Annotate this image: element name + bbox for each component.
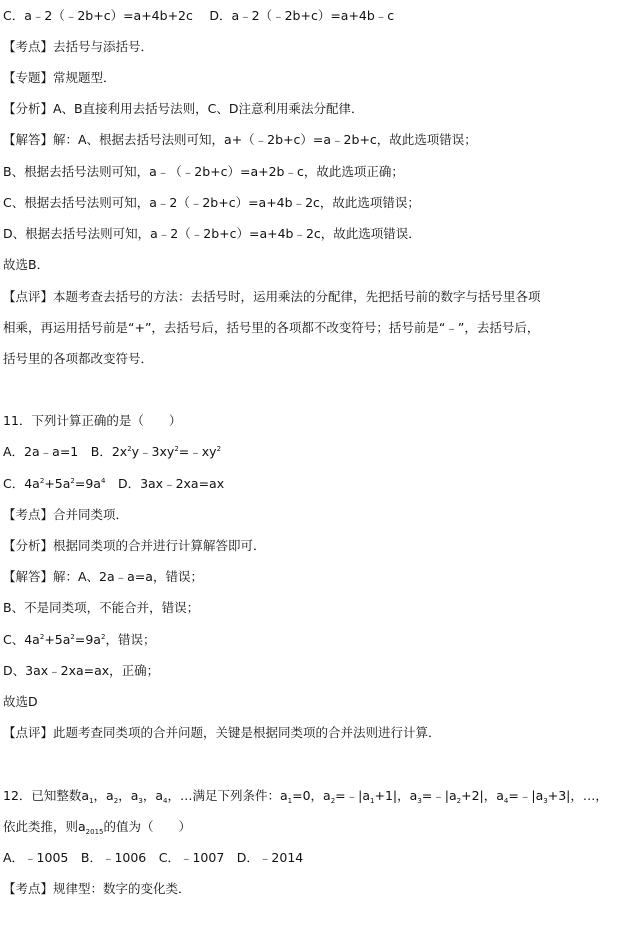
- q10-jieda: 【解答】解：A、根据去括号法则可知，a+（﹣2b+c）=a﹣2b+c，故此选项错误；: [3, 132, 477, 147]
- exponent: 2: [216, 445, 222, 453]
- q12-text: ，a: [93, 788, 114, 803]
- subscript: 1: [287, 797, 293, 805]
- q12-text: 的值为（ ）: [103, 819, 192, 834]
- q11-answer-c-part: =9a: [74, 632, 101, 647]
- q10-answer-b: B、根据去括号法则可知，a﹣（﹣2b+c）=a+2b﹣c，故此选项正确；: [3, 164, 404, 179]
- exponent: 2: [70, 633, 75, 641]
- q12-text: ，…满足下列条件：a: [167, 788, 288, 803]
- subscript: 1: [370, 797, 375, 805]
- q11-kaodian: 【考点】合并同类项．: [3, 507, 129, 522]
- q11-option-c-part: +5a: [44, 476, 71, 491]
- q10-answer-d: D、根据去括号法则可知，a﹣2（﹣2b+c）=a+4b﹣2c，故此选项错误．: [3, 226, 421, 241]
- q11-answer-c-part: +5a: [44, 632, 71, 647]
- q11-option-c-part: C．4a: [3, 476, 40, 491]
- q11-stem: 11．下列计算正确的是（ ）: [3, 413, 182, 428]
- q10-choice: 故选B．: [3, 257, 50, 272]
- q12-text: +3|，…，: [547, 788, 608, 803]
- q10-dianping-line2: 相乘，再运用括号前是“+”，去括号后，括号里的各项都不改变符号；括号前是“﹣”，去括号后，: [3, 320, 540, 335]
- q11-option-b-part: 2x: [111, 444, 128, 459]
- q11-option-d-text: D．3ax﹣2xa=ax: [105, 476, 225, 491]
- q11-answer-d: D、3ax﹣2xa=ax，正确；: [3, 663, 160, 678]
- q11-dianping: 【点评】此题考查同类项的合并问题，关键是根据同类项的合并法则进行计算．: [3, 725, 441, 740]
- q11-answer-c-part: C、4a: [3, 632, 40, 647]
- subscript: 2: [113, 797, 119, 805]
- exponent: 2: [127, 445, 132, 453]
- subscript: 2015: [85, 828, 104, 836]
- q12-stem-line1: [3, 788, 608, 804]
- exponent: 2: [39, 633, 45, 641]
- q12-text: 依此类推，则a: [3, 819, 86, 834]
- q11-answer-b: B、不是同类项，不能合并，错误；: [3, 600, 200, 615]
- q10-options-cd: C．a﹣2（﹣2b+c）=a+4b+2c D．a﹣2（﹣2b+c）=a+4b﹣c: [3, 8, 395, 23]
- q11-option-b-part: y﹣3xy: [131, 444, 175, 459]
- q11-jieda: 【解答】解：A、2a﹣a=a，错误；: [3, 569, 203, 584]
- q12-text: =0，a: [292, 788, 331, 803]
- q12-text: ，a: [118, 788, 139, 803]
- q11-fenxi: 【分析】根据同类项的合并进行计算解答即可．: [3, 538, 266, 553]
- exponent: 4: [100, 477, 106, 485]
- q11-option-c-part: =9a: [74, 476, 101, 491]
- q12-text: ，a: [142, 788, 163, 803]
- q11-answer-c-part: ，错误；: [105, 632, 156, 647]
- subscript: 3: [543, 797, 548, 805]
- q11-option-b-part: =﹣xy: [178, 444, 217, 459]
- subscript: 2: [456, 797, 462, 805]
- q11-options-ab: [3, 444, 221, 460]
- subscript: 3: [417, 797, 422, 805]
- subscript: 3: [138, 797, 143, 805]
- q11-answer-c: [3, 632, 155, 648]
- q12-kaodian: 【考点】规律型：数字的变化类．: [3, 881, 191, 896]
- q12-text: =﹣|a: [421, 788, 457, 803]
- exponent: 2: [174, 445, 179, 453]
- q12-stem-line2: [3, 819, 191, 835]
- q11-options-cd: [3, 476, 224, 492]
- q11-choice: 故选D: [3, 694, 38, 709]
- exponent: 2: [100, 633, 106, 641]
- q12-text: +1|，a: [374, 788, 418, 803]
- q10-answer-c: C、根据去括号法则可知，a﹣2（﹣2b+c）=a+4b﹣2c，故此选项错误；: [3, 195, 420, 210]
- subscript: 2: [330, 797, 336, 805]
- q10-dianping-line3: 括号里的各项都改变符号．: [3, 351, 154, 366]
- q11-option-a-text: A．2a﹣a=1 B．: [3, 444, 112, 459]
- q12-options: A．﹣1005 B．﹣1006 C．﹣1007 D．﹣2014: [3, 850, 304, 865]
- subscript: 1: [89, 797, 94, 805]
- exponent: 2: [70, 477, 75, 485]
- q10-fenxi: 【分析】A、B直接利用去括号法则，C、D注意利用乘法分配律．: [3, 101, 364, 116]
- subscript: 4: [163, 797, 168, 805]
- q12-text: =﹣|a: [508, 788, 544, 803]
- exponent: 2: [39, 477, 45, 485]
- subscript: 4: [503, 797, 509, 805]
- q10-zhuanti: 【专题】常规题型．: [3, 70, 116, 85]
- q12-text: =﹣|a: [335, 788, 371, 803]
- q10-dianping-line1: 【点评】本题考查去括号的方法：去括号时，运用乘法的分配律，先把括号前的数字与括号里各项: [3, 289, 541, 304]
- q10-kaodian: 【考点】去括号与添括号．: [3, 39, 154, 54]
- q12-text: +2|，a: [461, 788, 504, 803]
- q12-text: 12．已知整数a: [3, 788, 90, 803]
